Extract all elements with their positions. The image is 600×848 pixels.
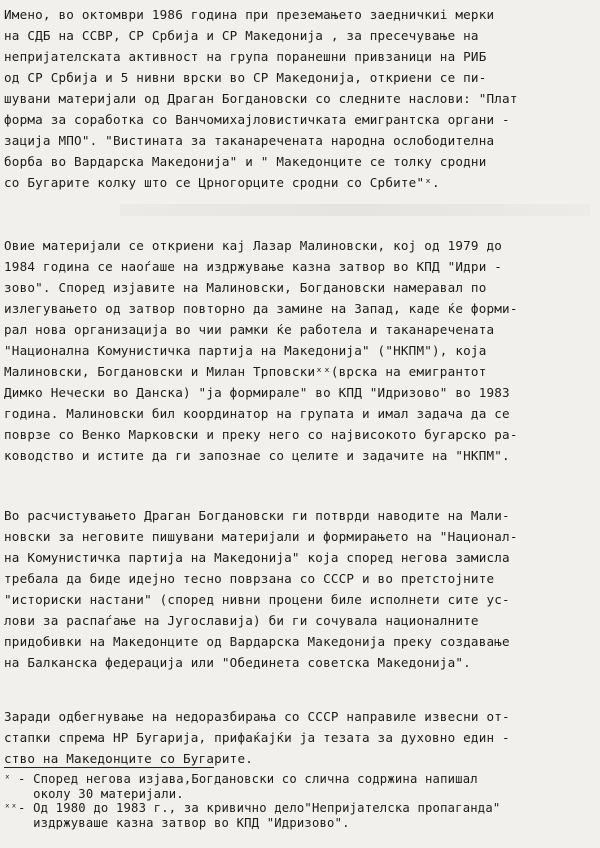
footnote-line: издржуваше казна затвор во КПД "Идризово". bbox=[18, 815, 350, 830]
text-line: требала да биде идејно тесно поврзана со СССР и во претстојните bbox=[4, 571, 495, 586]
paragraph-4 bbox=[4, 706, 596, 769]
text-line: стапки спрема НР Бугарија, прифаќајќи ја тезата за духовно един - bbox=[4, 730, 510, 745]
text-line: 1984 година се наоѓаше на издржување казна затвор во КПД "Идри - bbox=[4, 259, 503, 274]
footnote-marker: ˣ bbox=[4, 772, 11, 785]
paragraph-1 bbox=[4, 4, 596, 193]
text-line: форма за соработка со Ванчомихајловистичката емигрантска органи - bbox=[4, 112, 510, 127]
text-line: рал нова организација во чии рамки ќе работела и таканаречената bbox=[4, 322, 495, 337]
text-line: на Балканска федерација или "Обединета советска Македонија". bbox=[4, 655, 471, 670]
text-line: на Комунистичка партија на Македонија" која според негова замисла bbox=[4, 550, 510, 565]
text-line: "историски настани" (според нивни процени биле исполнети сите ус- bbox=[4, 592, 510, 607]
footnote-line: околу 30 материјали. bbox=[18, 786, 184, 801]
text-line: борба во Вардарска Македонија" и " Македонците се толку сродни bbox=[4, 154, 487, 169]
text-line: лови за распаѓање на Југославија) би ги сочувала националните bbox=[4, 613, 479, 628]
text-line: Во расчистувањето Драган Богдановски ги потврди наводите на Мали- bbox=[4, 508, 510, 523]
text-line: излегувањето од затвор повторно да замине на Запад, каде ќе форми- bbox=[4, 301, 518, 316]
text-line: шувани материјали од Драган Богдановски со следните наслови: "Плат bbox=[4, 91, 518, 106]
footnote-line: - Според негова изјава,Богдановски со слична содржина напишал bbox=[18, 772, 478, 786]
text-line: зација МПО". "Вистината за таканаречената народна ослободителна bbox=[4, 133, 495, 148]
text-line: на СДБ на ССВР, СР Србија и СР Македонија , за пресечување на bbox=[4, 28, 479, 43]
footnote-2 bbox=[4, 801, 596, 830]
text-line: Имено, во октомври 1986 година при преземањето заедничкиі мерки bbox=[4, 7, 495, 22]
footnote-marker: ˣˣ bbox=[4, 801, 18, 814]
text-line: "Национална Комунистичка партија на Македонија" ("НКПМ"), која bbox=[4, 343, 487, 358]
text-line: година. Малиновски бил координатор на групата и имал задача да се bbox=[4, 406, 510, 421]
text-line: Димко Нечески во Данска) "ја формирале" во КПД "Идризово" во 1983 bbox=[4, 385, 510, 400]
text-line: придобивки на Македонците од Вардарска Македонија преку создавање bbox=[4, 634, 510, 649]
text-line: Заради одбегнување на недоразбирања со СССР направиле извесни от- bbox=[4, 709, 510, 724]
text-line: ство на Македонците со Бугарите. bbox=[4, 751, 254, 766]
footnote-1 bbox=[4, 772, 596, 801]
text-line: поврзе со Венко Марковски и преку него со највисокото бугарско ра- bbox=[4, 427, 518, 442]
footnotes bbox=[4, 772, 596, 830]
show-through-text bbox=[120, 204, 590, 216]
text-line: Малиновски, Богдановски и Милан Трповскиˣˣ(врска на емигрантот bbox=[4, 364, 487, 379]
text-line: Овие материјали се откриени кај Лазар Малиновски, кој од 1979 до bbox=[4, 238, 503, 253]
paragraph-2 bbox=[4, 235, 596, 466]
text-line: со Бугарите колку што се Црногорците сродни со Србите"ˣ. bbox=[4, 175, 440, 190]
text-line: зово". Според изјавите на Малиновски, Богдановски намеравал по bbox=[4, 280, 487, 295]
text-line: ководство и истите да ги запознае со целите и задачите на "НКПМ". bbox=[4, 448, 510, 463]
text-line: новски за неговите пишувани материјали и формирањето на "Национал- bbox=[4, 529, 518, 544]
footnote-divider bbox=[4, 767, 214, 768]
footnote-line: - Од 1980 до 1983 г., за кривично дело"Непријателска пропаганда" bbox=[18, 801, 501, 815]
paragraph-3 bbox=[4, 505, 596, 673]
text-line: непријателската активност на група поранешни привзаници на РИБ bbox=[4, 49, 487, 64]
text-line: од СР Србија и 5 нивни врски во СР Македонија, откриени се пи- bbox=[4, 70, 487, 85]
